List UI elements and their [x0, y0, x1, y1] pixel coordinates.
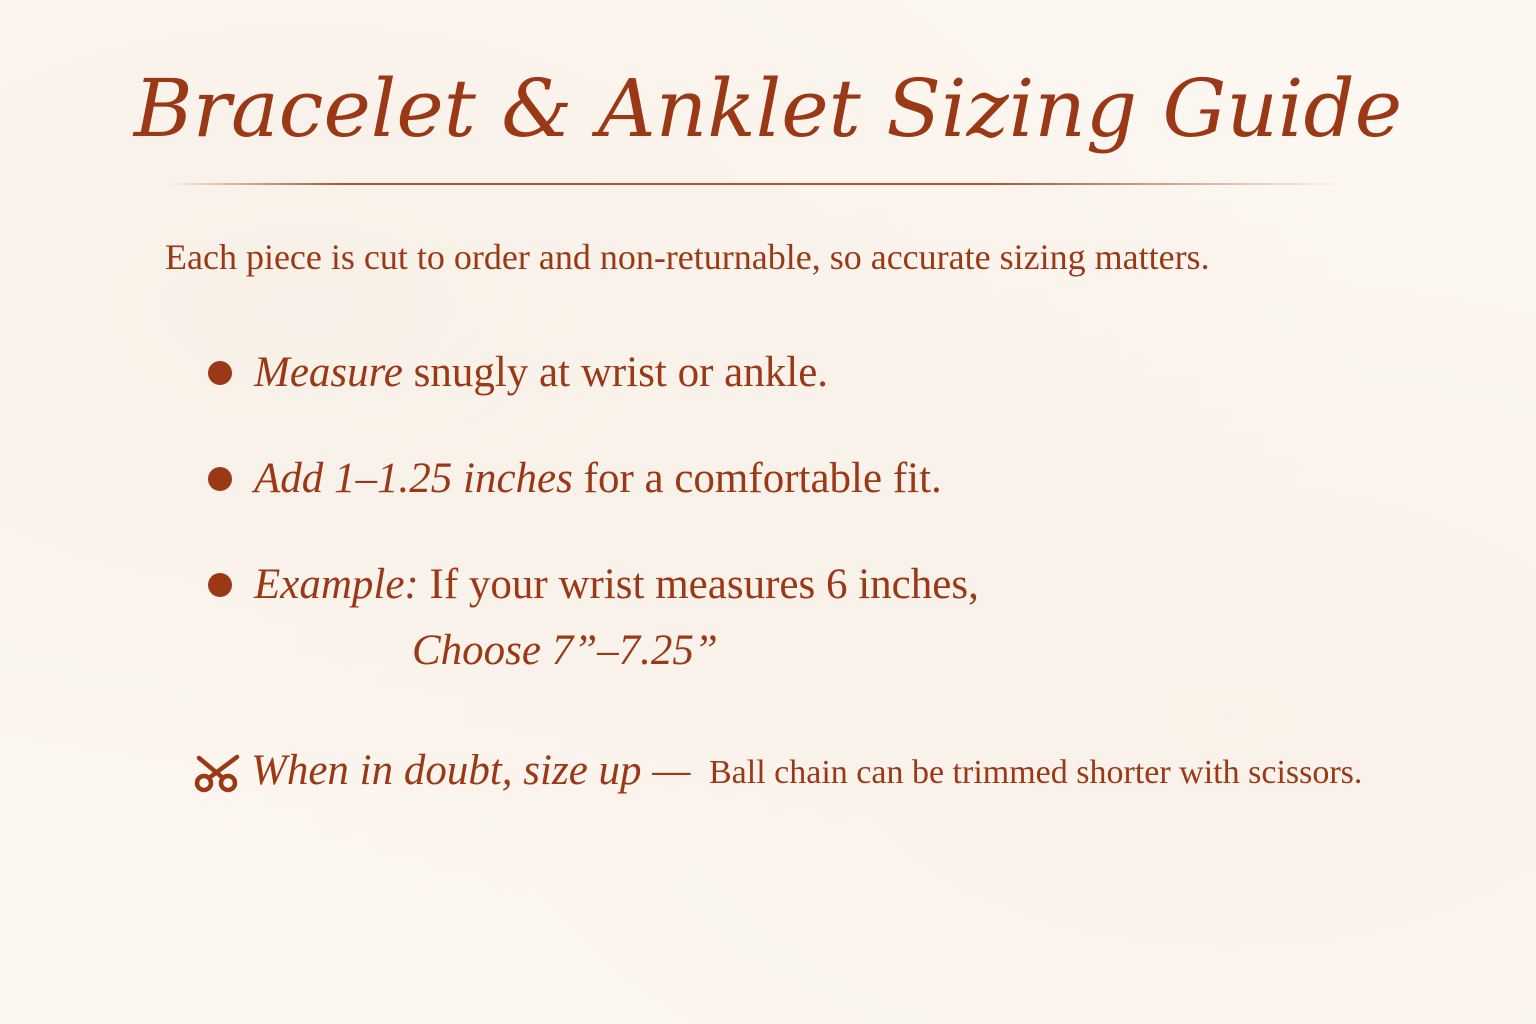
list-item-body: snugly at wrist or ankle.: [402, 349, 829, 396]
bullet-dot-icon: [208, 361, 232, 385]
list-item-emphasis: Measure: [254, 349, 403, 396]
intro-text: Each piece is cut to order and non-returnable, so accurate sizing matters.: [165, 237, 1210, 277]
example-recommendation: Choose 7”–7.25”: [412, 627, 718, 674]
bullet-dot-icon: [208, 573, 232, 597]
list-item-emphasis: Example:: [254, 561, 419, 608]
bullet-dot-icon: [208, 467, 232, 491]
list-item-text: [254, 350, 828, 396]
list-item-text: [254, 562, 979, 608]
list-item-body: for a comfortable fit.: [572, 455, 942, 502]
title-divider: [165, 183, 1345, 185]
scissors-icon: [193, 752, 245, 794]
tip-lead: When in doubt, size up —: [251, 747, 691, 794]
page-title: Bracelet & Anklet Sizing Guide: [133, 62, 1403, 155]
tip-detail: Ball chain can be trimmed shorter with scissors.: [709, 754, 1363, 791]
list-item-emphasis: Add 1–1.25 inches: [254, 455, 573, 502]
list-item-text: [254, 456, 942, 502]
list-item-body: If your wrist measures 6 inches,: [418, 561, 979, 608]
